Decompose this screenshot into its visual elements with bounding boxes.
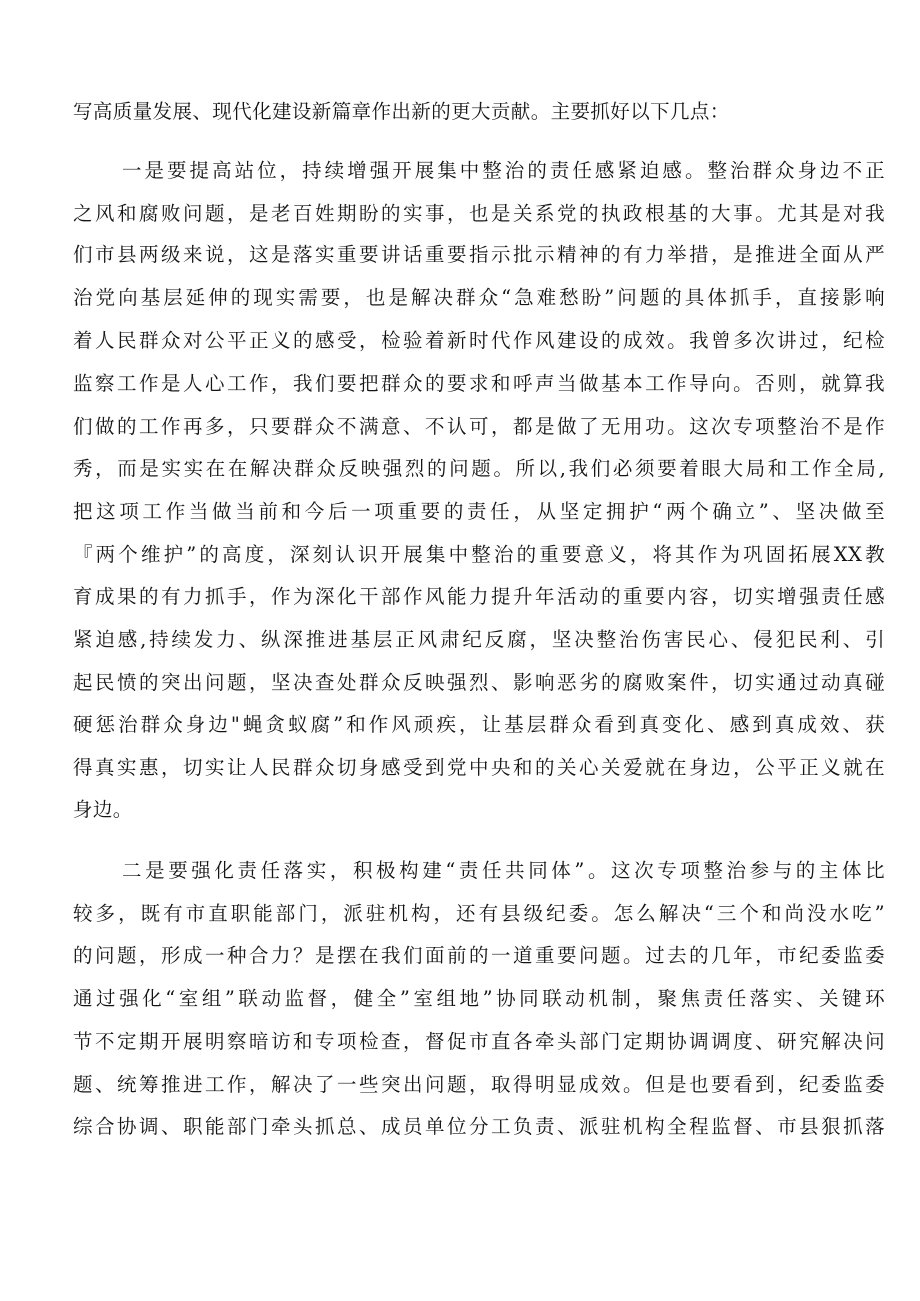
text-line: 秀，而是实实在在解决群众反映强烈的问题。所以,我们必须要着眼大局和工作全局, — [73, 457, 885, 480]
paragraph-1-first-line: 一是要提高站位，持续增强开展集中整治的责任感紧迫感。整治群众身边不正 — [122, 159, 885, 182]
text-line: 们做的工作再多，只要群众不满意、不认可，都是做了无用功。这次专项整治不是作 — [73, 415, 885, 438]
text-line: 之风和腐败问题，是老百姓期盼的实事，也是关系党的执政根基的大事。尤其是对我 — [73, 202, 885, 225]
text-line: 们市县两级来说，这是落实重要讲话重要指示批示精神的有力举措，是推进全面从严 — [73, 243, 885, 266]
text-line: 『两个维护”的高度，深刻认识开展集中整治的重要意义，将其作为巩固拓展XX教 — [73, 543, 885, 566]
text-line: 较多，既有市直职能部门，派驻机构，还有县级纪委。怎么解决“三个和尚没水吃” — [73, 902, 885, 925]
text-line: 着人民群众对公平正义的感受，检验着新时代作风建设的成效。我曾多次讲过，纪检 — [73, 329, 885, 352]
paragraph-2-first-line: 二是要强化责任落实，积极构建“责任共同体”。这次专项整治参与的主体比 — [122, 859, 885, 882]
text-line: 通过强化“室组”联动监督，健全”室组地”协同联动机制，聚焦责任落实、关键环 — [73, 987, 885, 1010]
text-line: 育成果的有力抓手，作为深化干部作风能力提升年活动的重要内容，切实增强责任感 — [73, 585, 885, 608]
text-line: 监察工作是人心工作，我们要把群众的要求和呼声当做基本工作导向。否则，就算我 — [73, 372, 885, 395]
text-line: 节不定期开展明察暗访和专项检查，督促市直各牵头部门定期协调调度、研究解决问 — [73, 1030, 885, 1053]
text-line: 的问题，形成一种合力？是摆在我们面前的一道重要问题。过去的几年，市纪委监委 — [73, 944, 885, 967]
text-line: 起民愤的突出问题，坚决查处群众反映强烈、影响恶劣的腐败案件，切实通过动真碰 — [73, 671, 885, 694]
text-line: 治党向基层延伸的现实需要，也是解决群众“急难愁盼”问题的具体抓手，直接影响 — [73, 286, 885, 309]
text-line: 硬惩治群众身边"蝇贪蚁腐”和作风顽疾，让基层群众看到真变化、感到真成效、获 — [73, 713, 885, 736]
text-line: 把这项工作当做当前和今后一项重要的责任，从坚定拥护“两个确立”、坚决做至 — [73, 500, 885, 523]
paragraph-1-last-line: 身边。 — [73, 798, 133, 821]
text-line: 紧迫感,持续发力、纵深推进基层正风肃纪反腐，坚决整治伤害民心、侵犯民利、引 — [73, 628, 885, 651]
text-line: 综合协调、职能部门牵头抓总、成员单位分工负责、派驻机构全程监督、市县狠抓落 — [73, 1115, 885, 1138]
text-line: 得真实惠，切实让人民群众切身感受到党中央和的关心关爱就在身边，公平正义就在 — [73, 756, 885, 779]
text-line: 题、统筹推进工作，解决了一些突出问题，取得明显成效。但是也要看到，纪委监委 — [73, 1073, 885, 1096]
text-line: 写高质量发展、现代化建设新篇章作出新的更大贡献。主要抓好以下几点： — [73, 100, 730, 123]
